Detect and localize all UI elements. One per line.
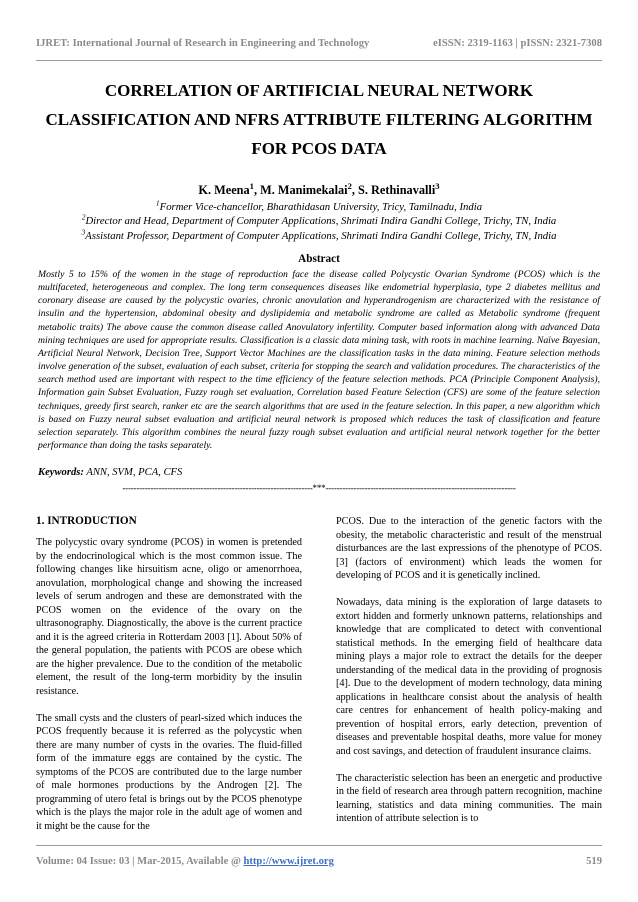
running-footer — [36, 856, 602, 867]
author-1: K. Meena — [198, 183, 250, 197]
author-separator: , — [253, 183, 261, 197]
keywords — [38, 467, 600, 478]
paragraph: The characteristic selection has been an energetic and productive in the field of research area through pattern recognition, machine learning, statistics and data mining communities. The main intention of attribute selection is to — [336, 772, 602, 824]
paragraph: The polycystic ovary syndrome (PCOS) in women is pretended by the endocrinological which is the most common issue. The following changes like hirsuitism acne, oligo or amenorrhoea, anovulation, morphological change and showing the increased levels of serum androgen and these are demonstrated with the PCOS women on the evidence of the ovary on the ultrasonography. Diagnostically, the above is the current practice and it is the agreed criteria in Rotterdam 2003 [1]. About 50% of the general population, the patients with PCOS are obese which are the higher prevalence. Due to the condition of the metabolic element, the result of the long-term morbidity by the insulin resistance. — [36, 537, 302, 697]
footer-rule — [36, 845, 602, 846]
issn-info: eISSN: 2319-1163 | pISSN: 2321-7308 — [433, 38, 602, 49]
paragraph: Nowadays, data mining is the exploration of large datasets to extort hidden and formerly unknown patterns, relationships and knowledge that are complicated to detect with conventional statistical methods. In the emerging field of healthcare data mining plays a major role to extract the details for the deeper understanding of the medical data in the providing of prognosis [4]. Due to the development of modern technology, data mining applications in healthcare consist about the analysis of health care centres for enhancement of health policy-making and prevention of hospital errors, early detection, prevention of diseases and preventable hospital deaths, more value for money and cost savings, and detection of fraudulent insurance claims. — [336, 597, 602, 757]
abstract-heading: Abstract — [298, 253, 340, 265]
footer-volume-text: Volume: 04 Issue: 03 | Mar-2015, Available @ — [36, 856, 244, 867]
title-line-2: CLASSIFICATION AND NFRS ATTRIBUTE FILTERING ALGORITHM — [45, 110, 593, 129]
footer-volume — [36, 856, 334, 867]
author-list — [30, 180, 608, 198]
author-2: M. Manimekalai — [260, 183, 348, 197]
affiliation-sup: 2 — [81, 212, 86, 222]
affiliation-text: Director and Head, Department of Computer Applications, Shrimati Indira Gandhi College, Trichy, TN, India — [85, 215, 557, 228]
keywords-label: Keywords: — [38, 467, 84, 478]
journal-link[interactable]: http://www.ijret.org — [243, 856, 334, 867]
abstract-text: Mostly 5 to 15% of the women in the stage of reproduction face the disease called Polycystic Ovarian Syndrome (PCOS) which is the multifaceted, heterogeneous and complex. The long term consequences diseases like endometrial hyperplasia, type 2 diabetes mellitus and coronary disease are caused by the polycystic ovaries, chronic anovulation and hyperandrogenism are characterized with the resistance of insulin and the hypertension, abdominal obesity and dyslipidemia and metabolic syndrome are called as Metabolic syndrome (frequent metabolic traits) The above cause the common disease called Anovulatory infertility. Computer based information along with advanced Data mining techniques are used for appropriate results. Classification is a classic data mining task, with roots in machine learning. Naïve Bayesian, Artificial Neural Network, Decision Tree, Support Vector Machines are the classification tasks in the data mining. Feature selection methods involve generation of the subset, evaluation of each subset, criteria for stopping the search and validation procedures. The characteristics of the search method used are important with respect to the time efficiency of the feature selection methods. PCA (Principle Component Analysis), Information gain Subset Evaluation, Fuzzy rough set evaluation, Correlation based Feature Selection (CFS) are some of the feature selection techniques, greedy first search, ranker etc are the search algorithms that are used in the feature selection. In this paper, a new algorithm which is based on Fuzzy neural subset evaluation and artificial neural network is proposed which reduces the task of classification and feature selection separately. This algorithm combines the neural fuzzy rough subset evaluation and artificial neural network together for the better performance than doing the tasks separately. — [38, 269, 600, 452]
running-header — [36, 38, 602, 49]
page-number: 519 — [586, 856, 602, 867]
section-heading: 1. INTRODUCTION — [36, 515, 137, 527]
paragraph: PCOS. Due to the interaction of the genetic factors with the obesity, the metabolic characteristic and result of the menstrual disturbances are the last expressions of the phenotype of PCOS. [3] (factors of environment) which leads the women for developing of PCOS and it is genetically inclined. — [336, 516, 602, 581]
title-line-1: CORRELATION OF ARTIFICIAL NEURAL NETWORK — [104, 81, 534, 100]
author-1-sup: 1 — [249, 180, 254, 191]
journal-name: IJRET: International Journal of Research in Engineering and Technology — [36, 38, 370, 49]
affiliation-1 — [40, 200, 598, 214]
left-column — [36, 515, 302, 847]
affiliation-3 — [40, 229, 598, 243]
title-line-3: FOR PCOS DATA — [251, 139, 387, 158]
affiliation-2 — [40, 214, 598, 228]
paper-title — [30, 76, 608, 163]
author-3-sup: 3 — [435, 180, 440, 191]
affiliation-text: Assistant Professor, Department of Computer Applications, Shrimati Indira Gandhi College, Trichy, TN, India — [85, 229, 557, 242]
section-divider: --------------------------------------------------------------------***-------------------------------------------------------------------- — [122, 483, 516, 493]
affiliations — [40, 200, 598, 243]
paragraph: The small cysts and the clusters of pearl-sized which induces the PCOS frequently because it is referred as the polycystic when there are many number of cysts in the ovaries. The fluid-filled form of the immature eggs are contained by the cystic. The symptoms of the PCOS are contributed due to the large number of male hormones productions by the Androgen [2]. The programming of utero fetal is brings out by the PCOS phenotype which is the plays the major role in the adult age of women and it might be the cause for the — [36, 712, 302, 832]
author-3: S. Rethinavalli — [358, 183, 436, 197]
author-separator: , — [351, 183, 359, 197]
affiliation-sup: 3 — [81, 227, 86, 237]
right-column — [336, 515, 602, 839]
keywords-text: ANN, SVM, PCA, CFS — [83, 467, 183, 478]
affiliation-sup: 1 — [155, 198, 160, 208]
author-2-sup: 2 — [347, 180, 352, 191]
affiliation-text: Former Vice-chancellor, Bharathidasan University, Tricy, Tamilnadu, India — [159, 201, 483, 213]
header-rule — [36, 60, 602, 61]
